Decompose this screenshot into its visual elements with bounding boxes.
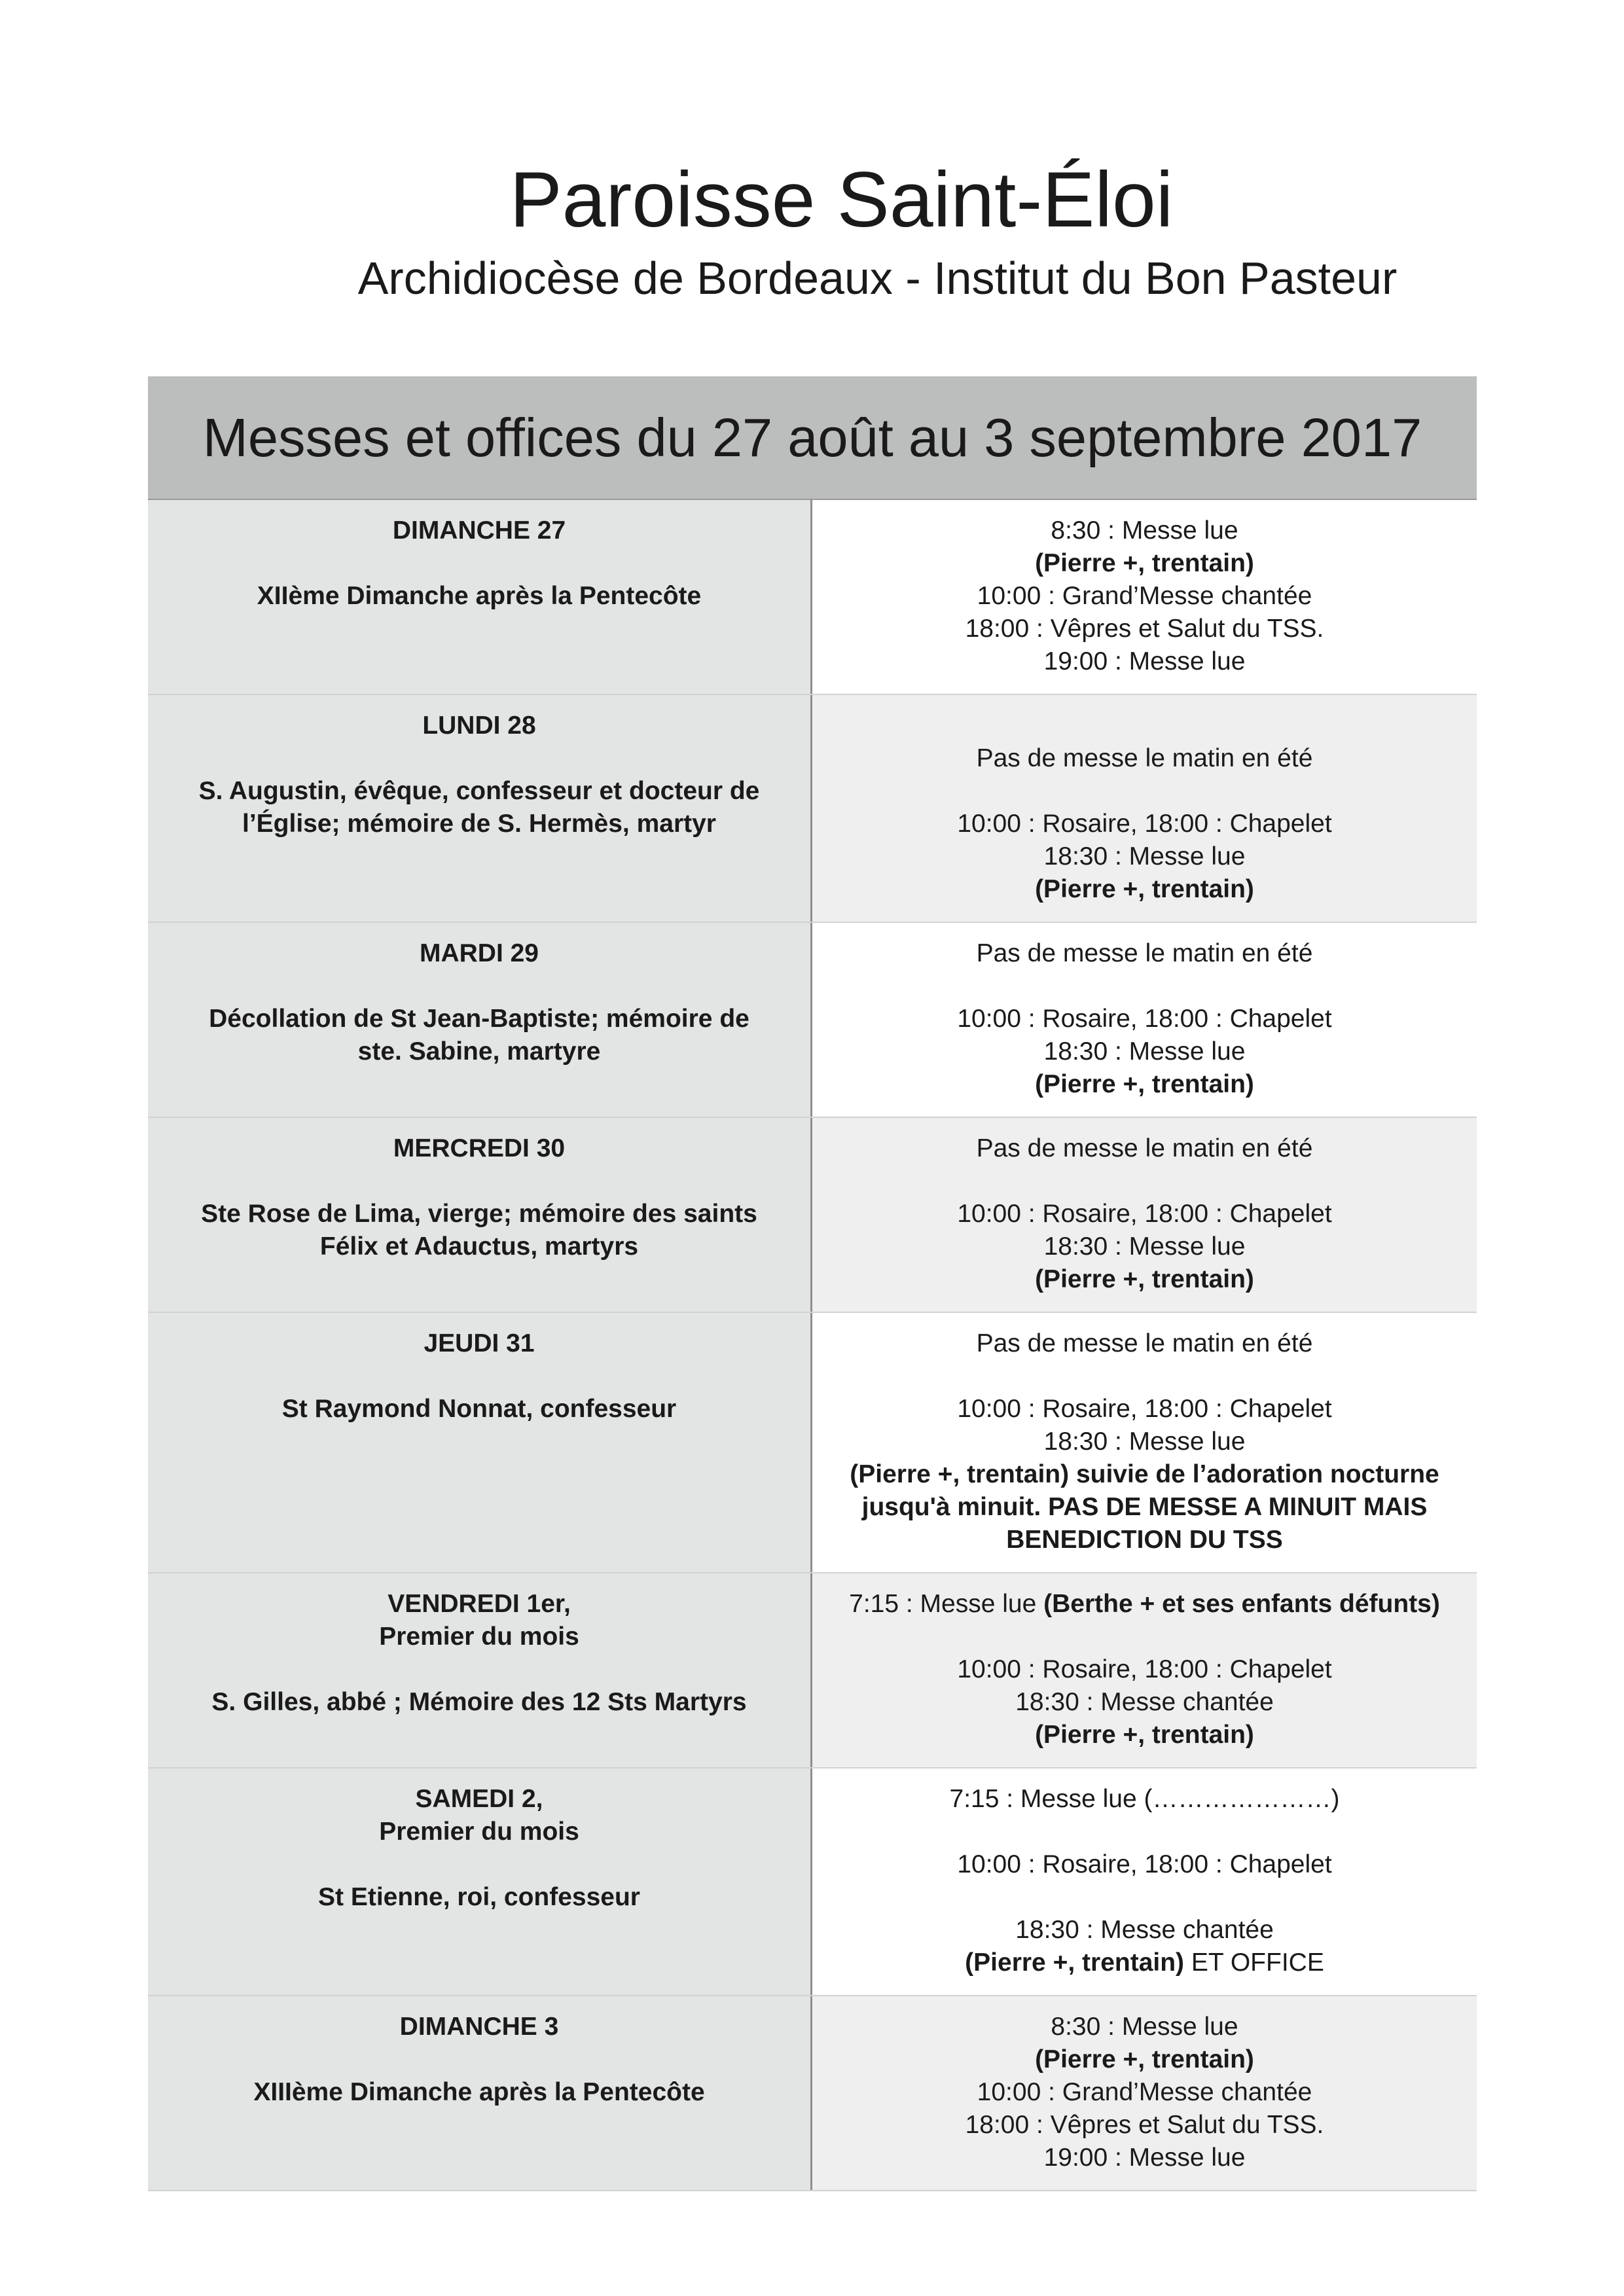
office-line (820, 1165, 1469, 1198)
office-line (820, 1035, 1469, 1068)
feast-line: ste. Sabine, martyre (357, 1037, 601, 1066)
day-label: MARDI 29 (419, 939, 539, 967)
schedule-rows (148, 500, 1477, 2191)
office-line (820, 1686, 1469, 1719)
day-label: SAMEDI 2, (415, 1785, 543, 1813)
office-text: 19:00 : Messe lue (1043, 2144, 1246, 2172)
schedule-row (148, 1118, 1477, 1313)
offices-cell (812, 1313, 1477, 1572)
office-text: 8:30 : Messe lue (1051, 2013, 1238, 2041)
schedule-table (148, 376, 1477, 2191)
office-text: 8:30 : Messe lue (1051, 516, 1238, 545)
feast-line: S. Augustin, évêque, confesseur et docteur de (198, 777, 760, 805)
day-label: DIMANCHE 27 (392, 516, 566, 545)
intention-text: (Pierre +, trentain) (1035, 549, 1254, 577)
office-line (820, 1653, 1469, 1686)
intention-text: (Pierre +, trentain) (1035, 1070, 1254, 1098)
intention-text: BENEDICTION DU TSS (1006, 1526, 1283, 1554)
feast-line: S. Gilles, abbé ; Mémoire des 12 Sts Martyrs (211, 1688, 747, 1716)
office-text: 18:30 : Messe lue (1043, 842, 1246, 870)
parish-title: Paroisse Saint-Éloi (509, 156, 1174, 243)
office-line (820, 840, 1469, 873)
office-line (820, 1198, 1469, 1230)
intention-text: (Pierre +, trentain) (965, 1948, 1185, 1977)
day-label: DIMANCHE 3 (399, 2013, 559, 2041)
offices-cell (812, 1768, 1477, 1995)
office-line (820, 2109, 1469, 2142)
office-text: 18:30 : Messe chantée (1015, 1916, 1274, 1944)
office-line (820, 1946, 1469, 1979)
office-text: 18:30 : Messe chantée (1015, 1688, 1274, 1716)
offices-cell (812, 1996, 1477, 2190)
feast-line (156, 1653, 803, 1686)
feast-line (156, 970, 803, 1003)
office-line (820, 742, 1469, 775)
office-text: 18:30 : Messe lue (1043, 1427, 1246, 1456)
office-text: 18:00 : Vêpres et Salut du TSS. (965, 2111, 1324, 2139)
office-text: 10:00 : Rosaire, 18:00 : Chapelet (957, 1655, 1332, 1683)
office-line (820, 2043, 1469, 2076)
office-line (820, 937, 1469, 970)
office-text: 18:30 : Messe lue (1043, 1037, 1246, 1066)
office-text: 10:00 : Rosaire, 18:00 : Chapelet (957, 1005, 1332, 1033)
day-label: JEUDI 31 (424, 1329, 535, 1357)
office-line (820, 808, 1469, 840)
office-text: Pas de messe le matin en été (976, 939, 1313, 967)
office-text: 7:15 : Messe lue (849, 1590, 1044, 1618)
day-cell (148, 1313, 812, 1572)
feast-line: Premier du mois (379, 1818, 579, 1846)
schedule-row (148, 1996, 1477, 2191)
feast-line (156, 2043, 803, 2076)
schedule-row (148, 500, 1477, 695)
feast-line: St Raymond Nonnat, confesseur (281, 1395, 677, 1423)
intention-text: (Pierre +, trentain) (1035, 875, 1254, 903)
feast-line (156, 742, 803, 775)
office-text: ET OFFICE (1184, 1948, 1324, 1977)
offices-cell (812, 1573, 1477, 1767)
feast-line (156, 1848, 803, 1881)
office-line (820, 709, 1469, 742)
office-line (820, 1068, 1469, 1101)
schedule-row (148, 923, 1477, 1118)
day-cell (148, 1573, 812, 1767)
office-text: 7:15 : Messe lue (…………………) (949, 1785, 1340, 1813)
offices-cell (812, 695, 1477, 922)
office-line (820, 1426, 1469, 1458)
feast-line (156, 547, 803, 580)
office-text: 18:00 : Vêpres et Salut du TSS. (965, 615, 1324, 643)
feast-line: Premier du mois (379, 1623, 579, 1651)
office-line (820, 2011, 1469, 2043)
schedule-row (148, 1313, 1477, 1573)
day-cell (148, 1118, 812, 1312)
day-cell (148, 695, 812, 922)
office-line (820, 1458, 1469, 1491)
office-line (820, 1132, 1469, 1165)
office-line (820, 2142, 1469, 2174)
office-text: 10:00 : Rosaire, 18:00 : Chapelet (957, 1395, 1332, 1423)
schedule-row (148, 1573, 1477, 1768)
feast-line: XIIème Dimanche après la Pentecôte (257, 582, 702, 610)
feast-line: XIIIème Dimanche après la Pentecôte (253, 2078, 705, 2106)
office-line (820, 873, 1469, 906)
office-line (820, 1230, 1469, 1263)
intention-text: jusqu'à minuit. PAS DE MESSE A MINUIT MAIS (861, 1493, 1428, 1521)
office-text: Pas de messe le matin en été (976, 1329, 1313, 1357)
office-line (820, 1263, 1469, 1296)
office-line (820, 1360, 1469, 1393)
office-line (820, 1881, 1469, 1914)
feast-line: Décollation de St Jean-Baptiste; mémoire de (209, 1005, 749, 1033)
intention-text: (Pierre +, trentain) (1035, 1721, 1254, 1749)
offices-cell (812, 1118, 1477, 1312)
office-text: 19:00 : Messe lue (1043, 647, 1246, 675)
office-line (820, 1783, 1469, 1816)
office-text: Pas de messe le matin en été (976, 744, 1313, 772)
office-line (820, 1003, 1469, 1035)
offices-cell (812, 500, 1477, 694)
office-text: 10:00 : Rosaire, 18:00 : Chapelet (957, 1200, 1332, 1228)
schedule-row (148, 695, 1477, 923)
office-line (820, 1393, 1469, 1426)
office-line (820, 2076, 1469, 2109)
feast-line (156, 1165, 803, 1198)
offices-cell (812, 923, 1477, 1117)
day-cell (148, 1768, 812, 1995)
day-label: LUNDI 28 (422, 711, 536, 740)
office-text: 10:00 : Rosaire, 18:00 : Chapelet (957, 1850, 1332, 1878)
office-line (820, 1491, 1469, 1524)
diocese-subtitle: Archidiocèse de Bordeaux - Institut du Bon Pasteur (357, 253, 1398, 304)
office-line (820, 547, 1469, 580)
office-text: Pas de messe le matin en été (976, 1134, 1313, 1162)
office-line (820, 1719, 1469, 1751)
day-cell (148, 923, 812, 1117)
office-line (820, 970, 1469, 1003)
schedule-heading: Messes et offices du 27 août au 3 septembre 2017 (148, 376, 1477, 500)
office-line (820, 1588, 1469, 1621)
schedule-row (148, 1768, 1477, 1996)
feast-line: Félix et Adauctus, martyrs (319, 1232, 639, 1261)
office-line (820, 1848, 1469, 1881)
day-cell (148, 1996, 812, 2190)
day-label: MERCREDI 30 (393, 1134, 566, 1162)
feast-line: St Etienne, roi, confesseur (318, 1883, 640, 1911)
office-line (820, 514, 1469, 547)
office-line (820, 1621, 1469, 1653)
office-line (820, 645, 1469, 678)
office-line (820, 1327, 1469, 1360)
feast-line (156, 1360, 803, 1393)
feast-line: l’Église; mémoire de S. Hermès, martyr (242, 810, 716, 838)
office-line (820, 1914, 1469, 1946)
office-line (820, 613, 1469, 645)
office-text: 18:30 : Messe lue (1043, 1232, 1246, 1261)
day-cell (148, 500, 812, 694)
office-text: 10:00 : Grand’Messe chantée (977, 2078, 1312, 2106)
office-line (820, 1524, 1469, 1556)
feast-line: Ste Rose de Lima, vierge; mémoire des saints (201, 1200, 757, 1228)
intention-text: (Berthe + et ses enfants défunts) (1043, 1590, 1440, 1618)
intention-text: (Pierre +, trentain) (1035, 1265, 1254, 1293)
intention-text: (Pierre +, trentain) (1035, 2045, 1254, 2073)
intention-text: (Pierre +, trentain) suivie de l’adoration nocturne (850, 1460, 1439, 1488)
day-label: VENDREDI 1er, (388, 1590, 571, 1618)
office-text: 10:00 : Rosaire, 18:00 : Chapelet (957, 810, 1332, 838)
office-line (820, 1816, 1469, 1848)
office-line (820, 580, 1469, 613)
office-text: 10:00 : Grand’Messe chantée (977, 582, 1312, 610)
office-line (820, 775, 1469, 808)
